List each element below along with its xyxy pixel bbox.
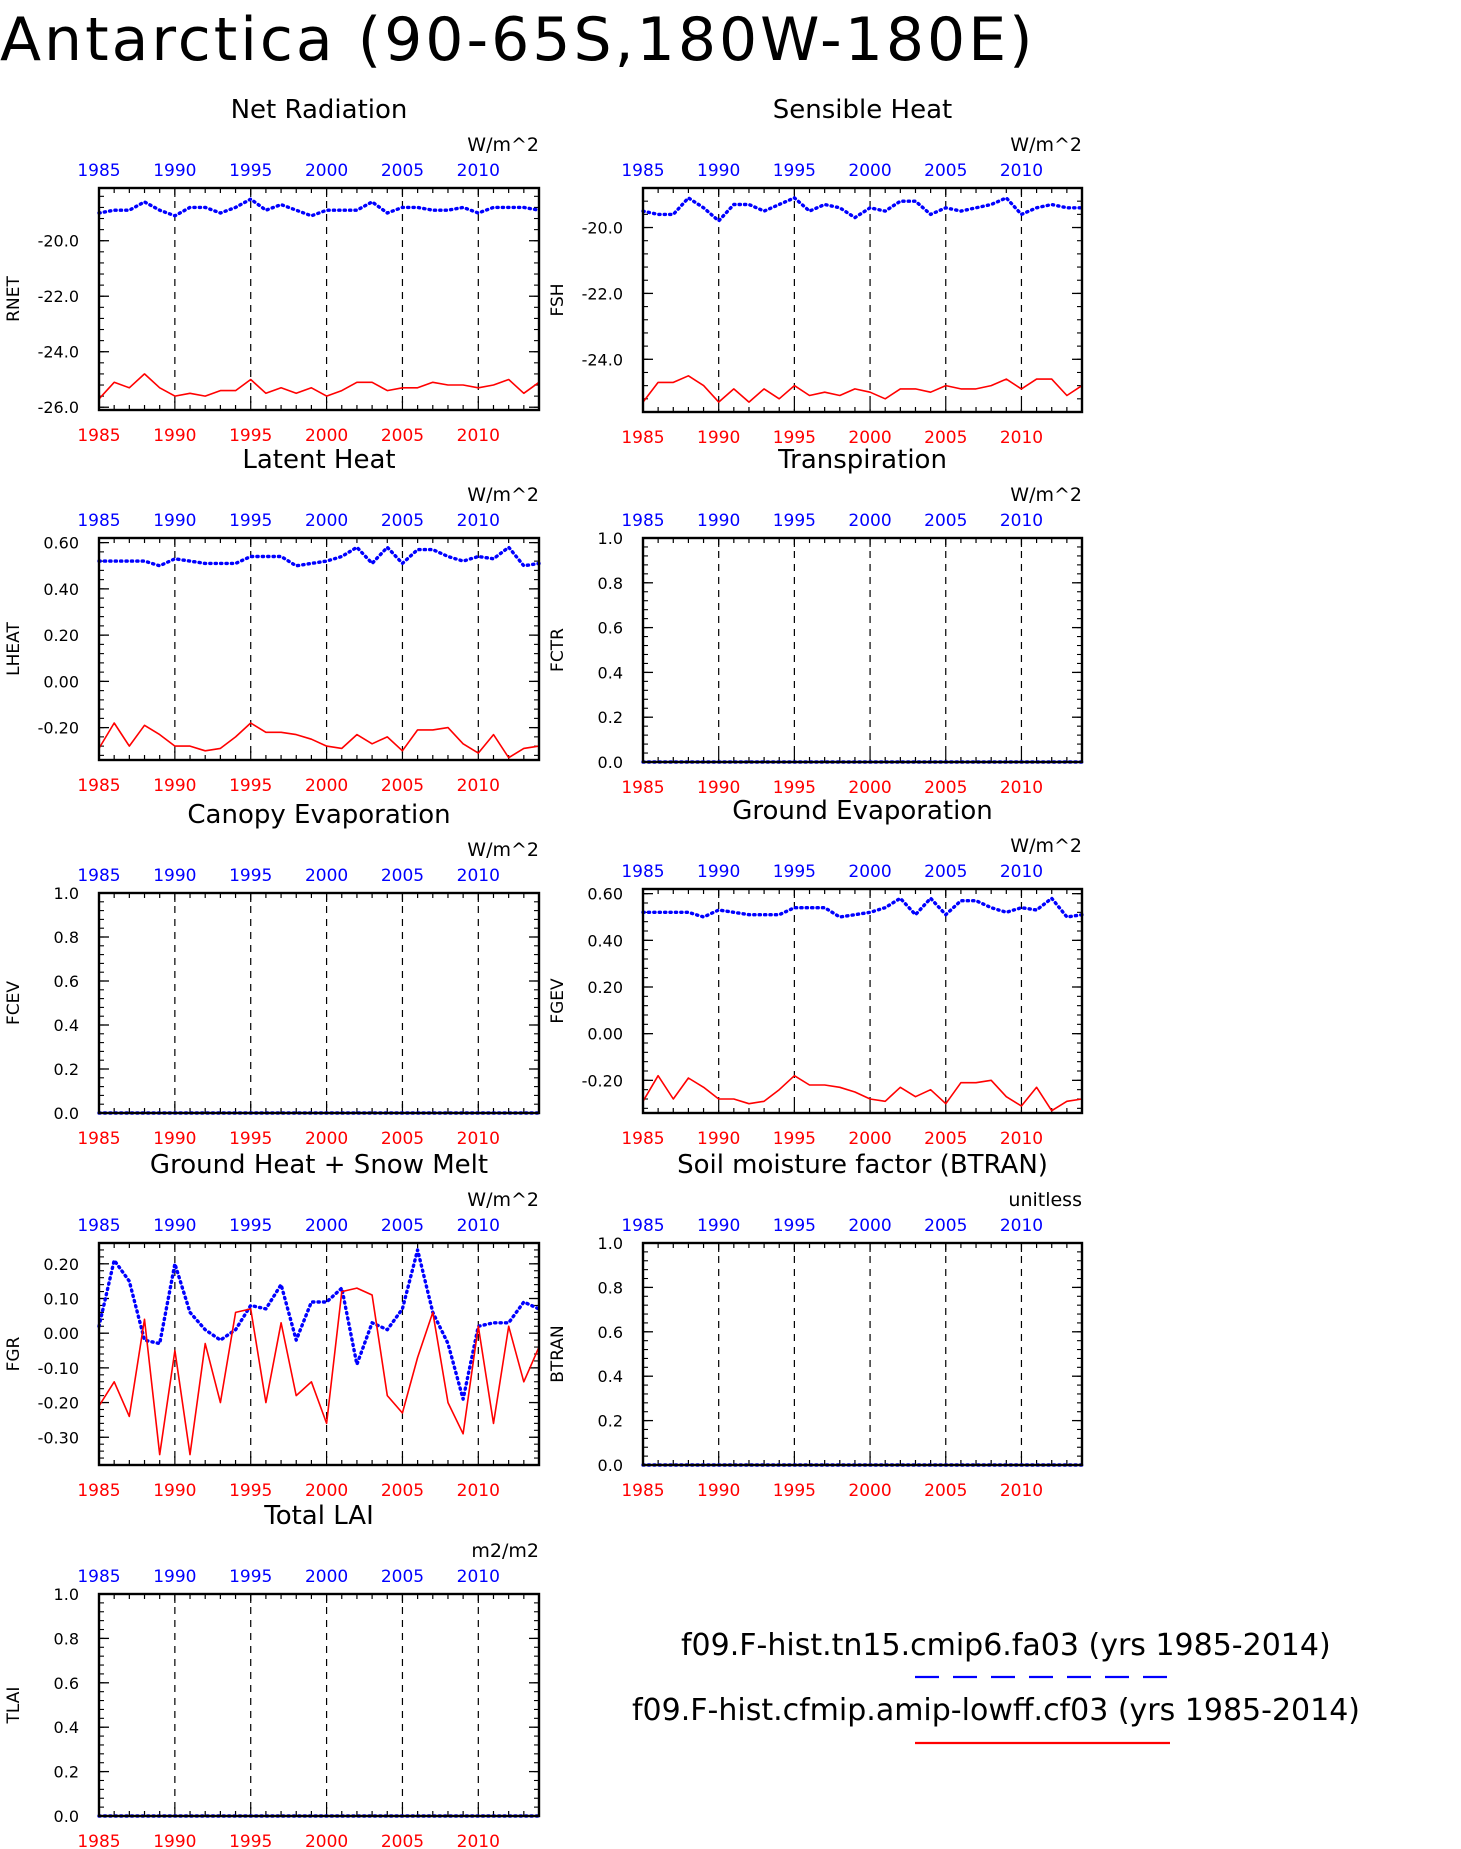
y-axis-label: LHEAT xyxy=(4,622,24,676)
units-label: m2/m2 xyxy=(471,1540,539,1562)
x-tick-label-bottom: 1990 xyxy=(153,1481,197,1501)
y-tick-label: 0.0 xyxy=(597,753,623,772)
x-tick-label-bottom: 2010 xyxy=(999,778,1044,798)
x-tick-label-bottom: 2005 xyxy=(380,1832,425,1849)
x-tick-label-top: 1995 xyxy=(229,866,273,886)
y-axis-label: BTRAN xyxy=(548,1325,568,1383)
y-tick-label: 0.0 xyxy=(597,1456,623,1475)
x-tick-label-bottom: 2010 xyxy=(456,1481,500,1501)
legend-label-case2: f09.F-hist.cfmip.amip-lowff.cf03 (yrs 1985-2014) xyxy=(632,1693,1361,1728)
x-tick-label-bottom: 1985 xyxy=(621,428,665,448)
x-tick-label-top: 2005 xyxy=(380,866,425,886)
units-label: W/m^2 xyxy=(467,484,539,506)
x-tick-label-top: 2010 xyxy=(999,161,1044,181)
x-tick-label-bottom: 2010 xyxy=(456,426,500,446)
x-tick-label-top: 1985 xyxy=(621,511,665,531)
units-label: W/m^2 xyxy=(467,1189,539,1211)
panel-2 xyxy=(548,95,1082,448)
x-tick-label-bottom: 1990 xyxy=(697,778,741,798)
x-tick-label-bottom: 2010 xyxy=(456,1129,500,1149)
series-case1-line xyxy=(643,198,1082,221)
plot-frame xyxy=(643,889,1082,1113)
x-tick-label-top: 2010 xyxy=(456,1216,500,1236)
x-tick-label-bottom: 1985 xyxy=(77,1481,121,1501)
plot-frame xyxy=(99,1594,539,1816)
x-tick-label-top: 1995 xyxy=(772,862,817,882)
panel-7 xyxy=(4,1150,539,1501)
y-tick-label: -22.0 xyxy=(581,284,623,304)
y-tick-label: -0.30 xyxy=(37,1428,79,1448)
y-tick-label: 0.20 xyxy=(43,1254,79,1274)
series-case1-line xyxy=(643,898,1082,917)
x-tick-label-bottom: 2000 xyxy=(304,1129,349,1149)
x-tick-label-top: 1985 xyxy=(77,866,121,886)
x-tick-label-top: 2000 xyxy=(848,862,892,882)
y-tick-label: 0.40 xyxy=(587,931,623,951)
y-tick-label: 0.2 xyxy=(597,708,623,728)
panel-title: Soil moisture factor (BTRAN) xyxy=(677,1150,1048,1180)
x-tick-label-bottom: 1985 xyxy=(621,1129,665,1149)
x-tick-label-top: 2000 xyxy=(304,866,349,886)
y-tick-label: 0.4 xyxy=(597,663,623,683)
x-tick-label-bottom: 2005 xyxy=(924,1129,968,1149)
y-tick-label: 0.2 xyxy=(53,1762,79,1782)
x-tick-label-top: 1995 xyxy=(772,511,817,531)
x-tick-label-bottom: 2000 xyxy=(848,428,892,448)
y-tick-label: 0.40 xyxy=(43,579,79,599)
units-label: W/m^2 xyxy=(1010,835,1082,857)
y-tick-label: 0.60 xyxy=(587,884,623,904)
x-tick-label-bottom: 1985 xyxy=(621,1481,665,1501)
y-tick-label: 0.6 xyxy=(597,1322,623,1342)
x-tick-label-bottom: 2010 xyxy=(999,428,1044,448)
y-tick-label: -20.0 xyxy=(581,218,623,238)
y-tick-label: 1.0 xyxy=(597,529,623,548)
y-tick-label: 0.6 xyxy=(53,1673,79,1693)
units-label: W/m^2 xyxy=(467,134,539,156)
y-axis-label: FSH xyxy=(548,283,568,317)
x-tick-label-bottom: 2000 xyxy=(304,426,349,446)
x-tick-label-top: 1985 xyxy=(621,1216,665,1236)
x-tick-label-bottom: 2005 xyxy=(380,1481,425,1501)
x-tick-label-bottom: 2005 xyxy=(924,428,968,448)
x-tick-label-bottom: 1990 xyxy=(697,1129,741,1149)
x-tick-label-bottom: 2000 xyxy=(848,1129,892,1149)
panel-1 xyxy=(4,95,539,446)
x-tick-label-top: 2010 xyxy=(456,1567,500,1587)
y-tick-label: -0.10 xyxy=(37,1358,79,1378)
y-tick-label: 0.8 xyxy=(53,928,79,947)
x-tick-label-bottom: 1995 xyxy=(229,1832,273,1849)
x-tick-label-top: 2000 xyxy=(848,511,892,531)
x-tick-label-top: 1995 xyxy=(229,1567,273,1587)
x-tick-label-top: 2005 xyxy=(924,1216,968,1236)
y-tick-label: 0.00 xyxy=(43,1324,79,1344)
x-tick-label-bottom: 1995 xyxy=(772,1129,817,1149)
x-tick-label-top: 1990 xyxy=(153,511,197,531)
plot-frame xyxy=(99,188,539,410)
x-tick-label-top: 1995 xyxy=(229,161,273,181)
y-tick-label: 0.10 xyxy=(43,1289,79,1309)
x-tick-label-bottom: 2005 xyxy=(380,1129,425,1149)
x-tick-label-top: 2000 xyxy=(304,1567,349,1587)
x-tick-label-bottom: 1985 xyxy=(621,778,665,798)
y-tick-label: 1.0 xyxy=(53,884,79,903)
y-tick-label: 0.8 xyxy=(597,1278,623,1298)
series-case2-line xyxy=(643,376,1082,402)
panel-6 xyxy=(548,796,1082,1149)
y-tick-label: 0.0 xyxy=(53,1104,79,1123)
y-tick-label: 0.20 xyxy=(43,626,79,646)
x-tick-label-top: 2005 xyxy=(924,862,968,882)
x-tick-label-bottom: 1995 xyxy=(772,428,817,448)
y-tick-label: 0.8 xyxy=(53,1629,79,1649)
x-tick-label-top: 1985 xyxy=(77,511,121,531)
y-axis-label: TLAI xyxy=(4,1686,24,1724)
x-tick-label-top: 2000 xyxy=(848,161,892,181)
x-tick-label-top: 1995 xyxy=(229,511,273,531)
x-tick-label-top: 2010 xyxy=(999,1216,1044,1236)
x-tick-label-bottom: 1995 xyxy=(229,776,273,796)
plot-frame xyxy=(99,1243,539,1465)
y-tick-label: 0.4 xyxy=(53,1718,79,1738)
x-tick-label-top: 1990 xyxy=(153,1216,197,1236)
panel-title: Sensible Heat xyxy=(772,95,953,125)
panel-3 xyxy=(4,445,539,796)
x-tick-label-bottom: 2010 xyxy=(456,776,500,796)
x-tick-label-bottom: 2005 xyxy=(924,1481,968,1501)
x-tick-label-bottom: 1995 xyxy=(772,1481,817,1501)
x-tick-label-top: 2005 xyxy=(924,511,968,531)
panel-8 xyxy=(548,1150,1082,1501)
x-tick-label-bottom: 1995 xyxy=(229,426,273,446)
x-tick-label-top: 2000 xyxy=(304,1216,349,1236)
x-tick-label-bottom: 1990 xyxy=(153,1129,197,1149)
x-tick-label-top: 1990 xyxy=(153,1567,197,1587)
x-tick-label-bottom: 1985 xyxy=(77,1832,121,1849)
panel-title: Transpiration xyxy=(778,445,947,475)
y-tick-label: 0.6 xyxy=(53,972,79,991)
x-tick-label-top: 1990 xyxy=(697,161,741,181)
x-tick-label-top: 2010 xyxy=(456,511,500,531)
y-axis-label: FGEV xyxy=(548,978,568,1024)
y-tick-label: 0.0 xyxy=(53,1807,79,1826)
y-tick-label: 0.2 xyxy=(597,1411,623,1431)
y-tick-label: -20.0 xyxy=(37,231,79,251)
units-label: W/m^2 xyxy=(1010,134,1082,156)
y-tick-label: -0.20 xyxy=(37,1393,79,1413)
x-tick-label-top: 2005 xyxy=(380,511,425,531)
units-label: W/m^2 xyxy=(1010,484,1082,506)
x-tick-label-bottom: 1985 xyxy=(77,776,121,796)
x-tick-label-bottom: 1995 xyxy=(229,1129,273,1149)
x-tick-label-bottom: 2000 xyxy=(304,776,349,796)
x-tick-label-bottom: 2000 xyxy=(304,1832,349,1849)
x-tick-label-top: 1985 xyxy=(621,862,665,882)
y-tick-label: -22.0 xyxy=(37,287,79,307)
x-tick-label-top: 2010 xyxy=(456,866,500,886)
x-tick-label-top: 1985 xyxy=(621,161,665,181)
x-tick-label-bottom: 1990 xyxy=(153,1832,197,1849)
x-tick-label-top: 2005 xyxy=(380,1216,425,1236)
plot-frame xyxy=(643,1243,1082,1465)
y-tick-label: -26.0 xyxy=(37,398,79,418)
x-tick-label-top: 2000 xyxy=(304,161,349,181)
plot-frame xyxy=(99,893,539,1113)
units-label: W/m^2 xyxy=(467,839,539,861)
x-tick-label-top: 2000 xyxy=(304,511,349,531)
y-tick-label: -24.0 xyxy=(581,350,623,370)
x-tick-label-top: 1990 xyxy=(153,866,197,886)
x-tick-label-bottom: 2005 xyxy=(924,778,968,798)
y-tick-label: 0.00 xyxy=(587,1024,623,1044)
x-tick-label-bottom: 2000 xyxy=(304,1481,349,1501)
x-tick-label-top: 1995 xyxy=(229,1216,273,1236)
x-tick-label-top: 2010 xyxy=(999,511,1044,531)
panel-9 xyxy=(4,1501,539,1849)
y-tick-label: 0.00 xyxy=(43,672,79,692)
x-tick-label-bottom: 2005 xyxy=(380,776,425,796)
x-tick-label-top: 2005 xyxy=(380,161,425,181)
y-tick-label: 0.6 xyxy=(597,618,623,638)
y-tick-label: -0.20 xyxy=(37,718,79,738)
x-tick-label-top: 1990 xyxy=(697,1216,741,1236)
panel-title: Ground Heat + Snow Melt xyxy=(149,1150,489,1180)
x-tick-label-bottom: 1985 xyxy=(77,426,121,446)
y-tick-label: -24.0 xyxy=(37,342,79,362)
panel-title: Total LAI xyxy=(264,1501,374,1531)
panel-title: Ground Evaporation xyxy=(732,796,993,826)
x-tick-label-top: 1995 xyxy=(772,1216,817,1236)
x-tick-label-top: 2005 xyxy=(380,1567,425,1587)
x-tick-label-bottom: 1985 xyxy=(77,1129,121,1149)
x-tick-label-bottom: 2000 xyxy=(848,1481,892,1501)
x-tick-label-bottom: 1995 xyxy=(229,1481,273,1501)
units-label: unitless xyxy=(1008,1189,1082,1211)
x-tick-label-top: 2010 xyxy=(456,161,500,181)
legend-label-case1: f09.F-hist.tn15.cmip6.fa03 (yrs 1985-2014) xyxy=(681,1628,1331,1663)
panel-4 xyxy=(548,445,1082,798)
x-tick-label-top: 1990 xyxy=(697,511,741,531)
y-axis-label: FCTR xyxy=(548,628,568,672)
x-tick-label-bottom: 1990 xyxy=(153,776,197,796)
y-tick-label: 0.4 xyxy=(597,1367,623,1387)
x-tick-label-bottom: 2010 xyxy=(999,1481,1044,1501)
x-tick-label-top: 1990 xyxy=(697,862,741,882)
y-axis-label: FGR xyxy=(4,1336,24,1372)
y-tick-label: 0.2 xyxy=(53,1060,79,1079)
plot-frame xyxy=(643,188,1082,412)
panel-5 xyxy=(4,800,539,1149)
x-tick-label-bottom: 2010 xyxy=(456,1832,500,1849)
panel-title: Net Radiation xyxy=(230,95,408,125)
x-tick-label-top: 1985 xyxy=(77,1567,121,1587)
y-tick-label: 0.4 xyxy=(53,1016,79,1035)
plot-frame xyxy=(643,538,1082,762)
x-tick-label-bottom: 2005 xyxy=(380,426,425,446)
x-tick-label-bottom: 2000 xyxy=(848,778,892,798)
series-case2-line xyxy=(643,1076,1082,1111)
x-tick-label-top: 2010 xyxy=(999,862,1044,882)
y-axis-label: RNET xyxy=(4,276,24,322)
series-case1-line xyxy=(99,199,539,216)
y-tick-label: 1.0 xyxy=(597,1234,623,1253)
x-tick-label-top: 2005 xyxy=(924,161,968,181)
y-tick-label: 1.0 xyxy=(53,1585,79,1604)
x-tick-label-top: 1985 xyxy=(77,161,121,181)
x-tick-label-bottom: 1990 xyxy=(697,428,741,448)
plot-frame xyxy=(99,538,539,760)
series-case1-line xyxy=(99,1250,539,1399)
panel-title: Canopy Evaporation xyxy=(187,800,451,830)
x-tick-label-bottom: 1990 xyxy=(697,1481,741,1501)
series-case2-line xyxy=(99,374,539,399)
x-tick-label-top: 2000 xyxy=(848,1216,892,1236)
x-tick-label-top: 1985 xyxy=(77,1216,121,1236)
x-tick-label-top: 1995 xyxy=(772,161,817,181)
x-tick-label-top: 1990 xyxy=(153,161,197,181)
panel-title: Latent Heat xyxy=(242,445,396,475)
series-case1-line xyxy=(99,547,539,566)
x-tick-label-bottom: 1995 xyxy=(772,778,817,798)
y-tick-label: 0.20 xyxy=(587,978,623,997)
y-axis-label: FCEV xyxy=(4,980,24,1026)
y-tick-label: 0.60 xyxy=(43,533,79,553)
x-tick-label-bottom: 2010 xyxy=(999,1129,1044,1149)
figure-title: Antarctica (90-65S,180W-180E) xyxy=(0,5,1036,75)
y-tick-label: -0.20 xyxy=(581,1071,623,1091)
series-case2-line xyxy=(99,723,539,758)
x-tick-label-bottom: 1990 xyxy=(153,426,197,446)
y-tick-label: 0.8 xyxy=(597,573,623,593)
